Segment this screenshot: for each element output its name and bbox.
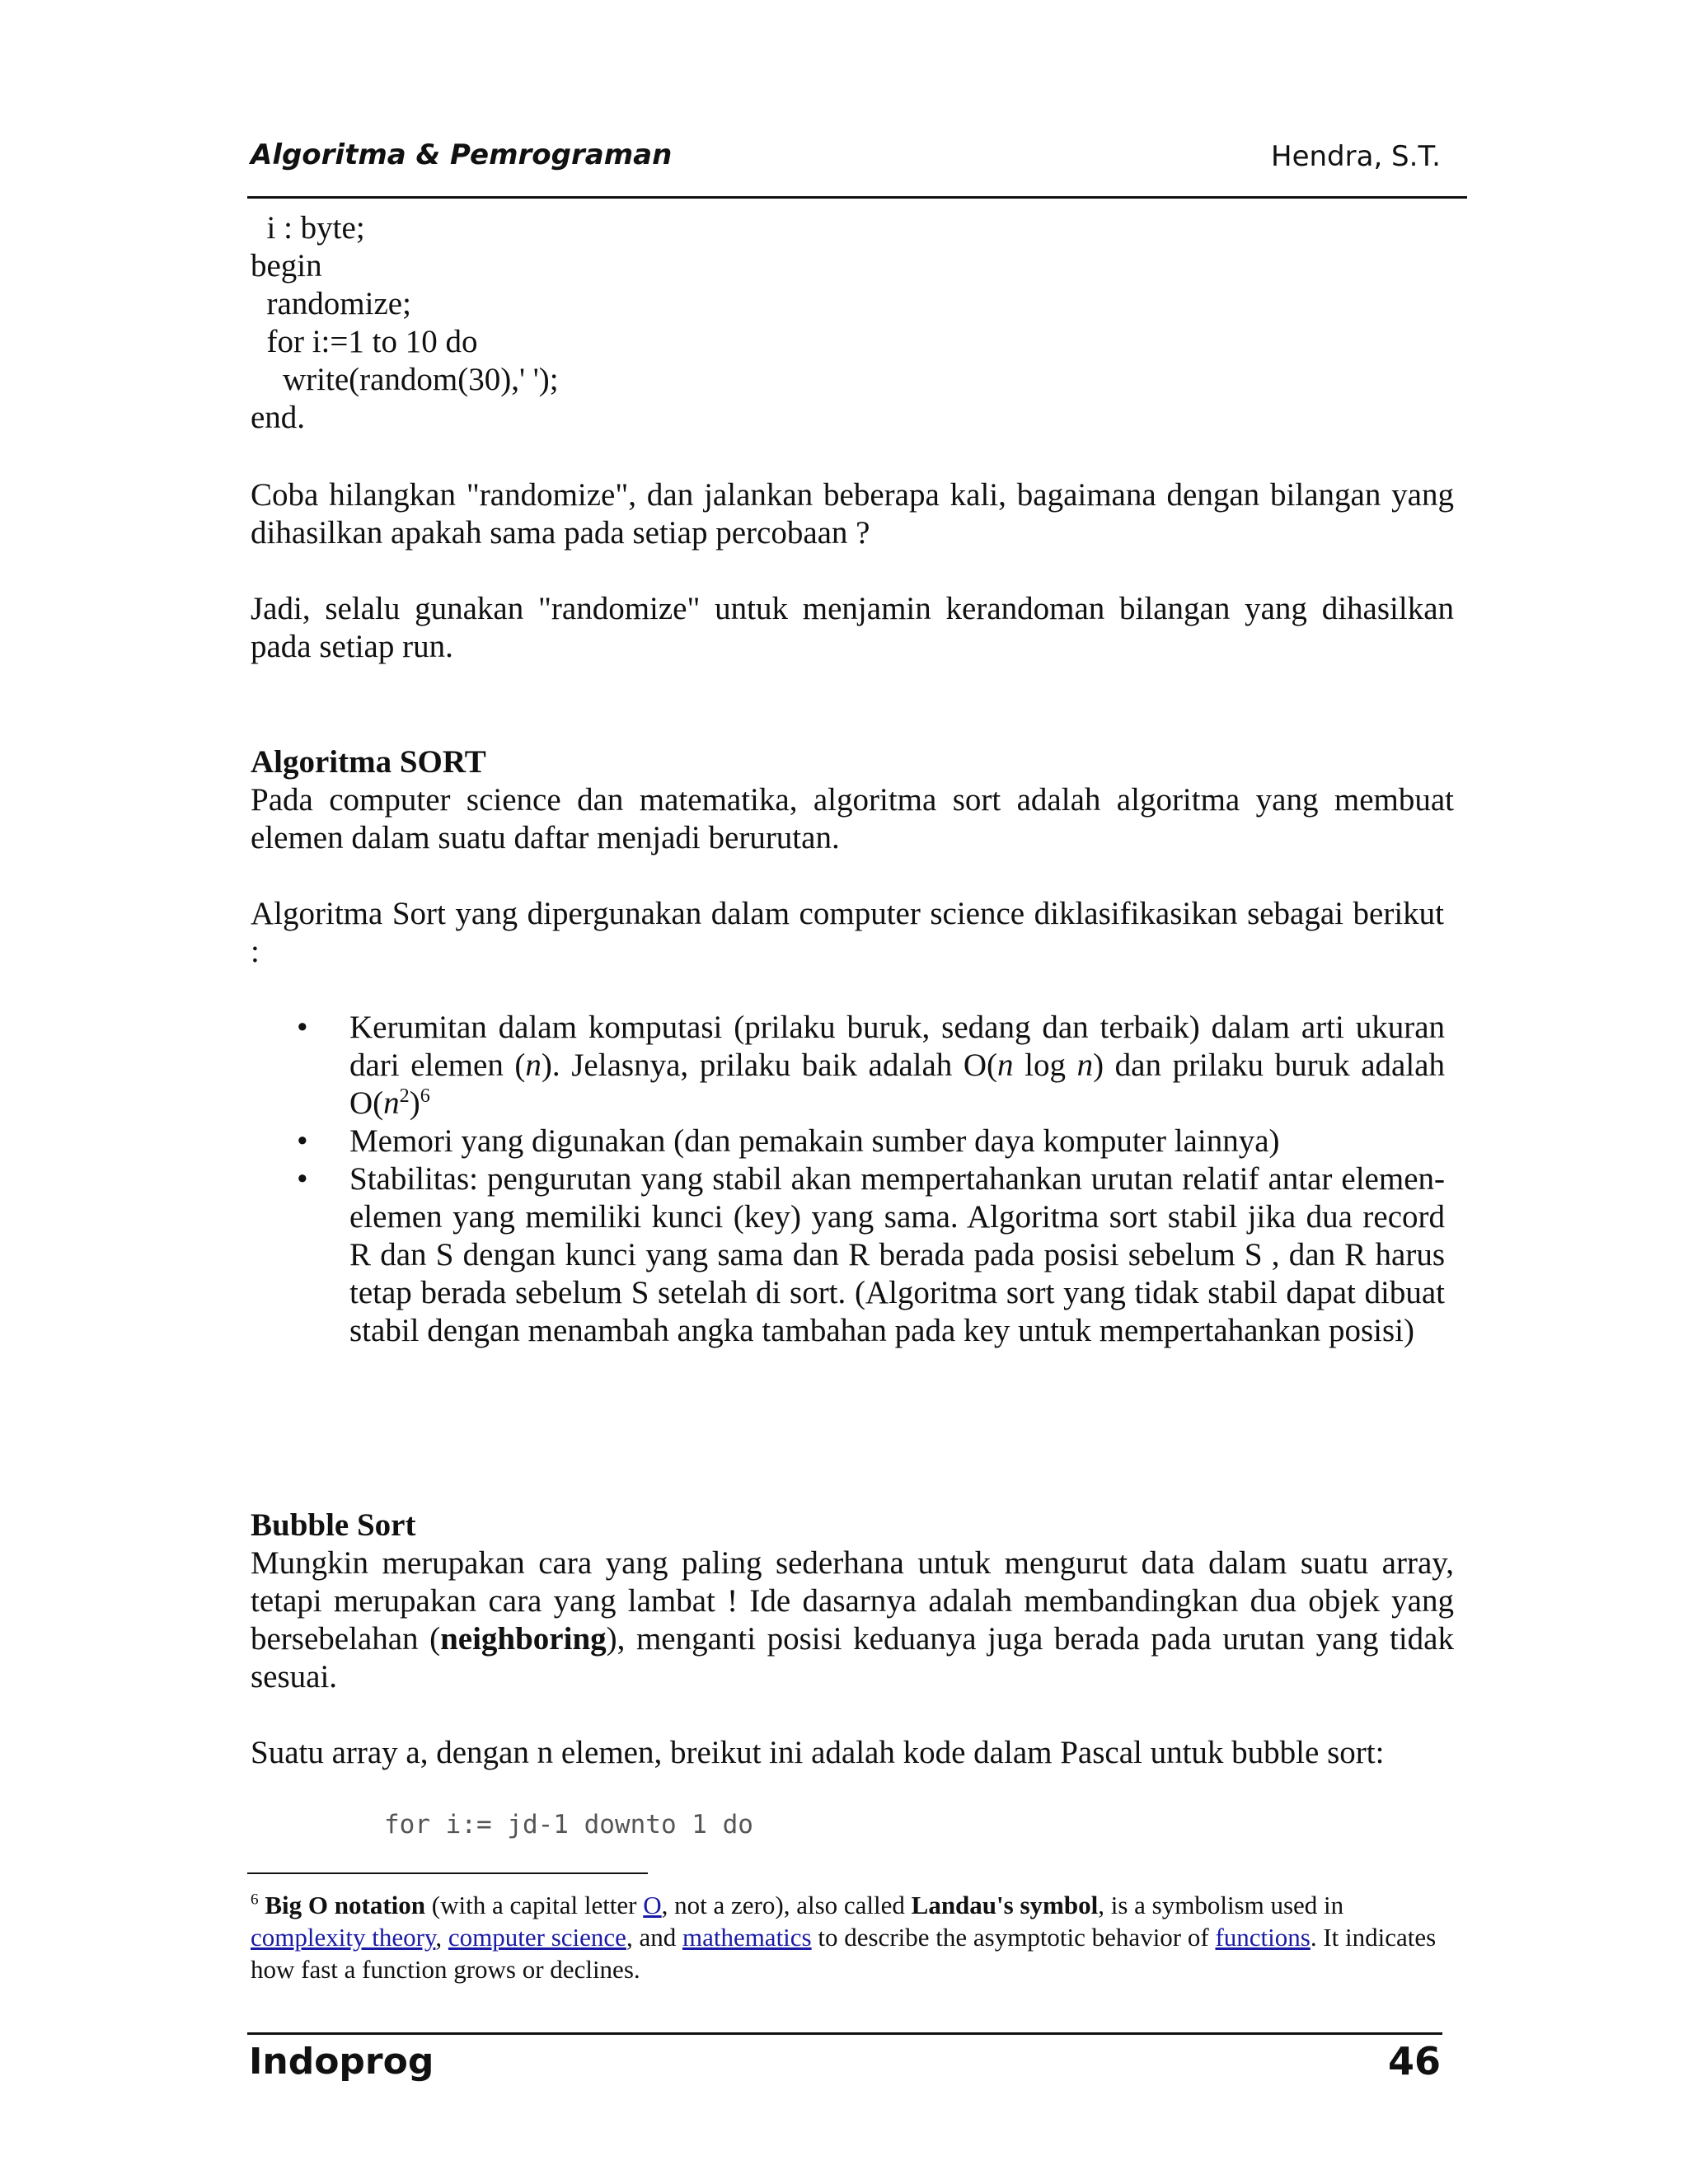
- bullet-icon: •: [297, 1010, 308, 1045]
- paragraph-bubble-sort-description: Mungkin merupakan cara yang paling sederhana untuk mengurut data dalam suatu array, tetapi merupakan cara yang lambat ! Ide dasarnya adalah membandingkan dua objek yang bersebelahan (neighboring), menganti posisi keduanya juga berada pada urutan yang tidak sesuai.: [251, 1545, 1454, 1694]
- code-line: begin: [251, 248, 322, 284]
- footnote-number: 6: [251, 1891, 259, 1909]
- paragraph-randomize-question: Coba hilangkan "randomize", dan jalankan beberapa kali, bagaimana dengan bilangan yang dihasilkan apakah sama pada setiap percobaan ?: [251, 477, 1454, 551]
- list-item-stability: • Stabilitas: pengurutan yang stabil akan mempertahankan urutan relatif antar elemen-elemen yang memiliki kunci (key) yang sama. Algoritma sort stabil jika dua record R dan S dengan kunci yang sama dan R berada pada posisi sebelum S , dan R harus tetap berada sebelum S setelah di sort. (Algoritma sort yang tidak stabil dapat dibuat stabil dengan menambah angka tambahan pada key untuk mempertahankan posisi): [297, 1161, 1445, 1348]
- section-heading-bubble-sort: Bubble Sort: [251, 1507, 416, 1543]
- link-o[interactable]: O: [643, 1891, 662, 1919]
- section-heading-sort: Algoritma SORT: [251, 744, 486, 780]
- header-author: Hendra, S.T.: [1271, 140, 1441, 173]
- paragraph-sort-classification: Algoritma Sort yang dipergunakan dalam computer science diklasifikasikan sebagai berikut :: [251, 896, 1444, 969]
- list-item-complexity: • Kerumitan dalam komputasi (prilaku buruk, sedang dan terbaik) dalam arti ukuran dari elemen (n). Jelasnya, prilaku baik adalah O(n log n) dan prilaku buruk adalah $O(n^2)^6$: [297, 1010, 1445, 1121]
- footer-divider: [247, 2032, 1442, 2035]
- code-line: randomize;: [251, 286, 411, 321]
- footnote-reference[interactable]: 6: [420, 1085, 430, 1107]
- header-title: Algoritma & Pemrograman: [251, 138, 673, 171]
- footnote-separator: [247, 1872, 648, 1874]
- code-snippet: [251, 209, 1454, 437]
- code-line: write(random(30),' ');: [251, 362, 559, 397]
- footer-publisher: Indoprog: [249, 2041, 434, 2083]
- bullet-icon: •: [297, 1123, 308, 1159]
- header-divider: [247, 196, 1467, 199]
- bullet-icon: •: [297, 1161, 308, 1197]
- pascal-code-line: for i:= jd-1 downto 1 do: [384, 1810, 753, 1840]
- paragraph-randomize-advice: Jadi, selalu gunakan "randomize" untuk menjamin kerandoman bilangan yang dihasilkan pada setiap run.: [251, 591, 1454, 664]
- list-item-memory: • Memori yang digunakan (dan pemakain sumber daya komputer lainnya): [297, 1123, 1280, 1159]
- paragraph-bubble-sort-code-intro: Suatu array a, dengan n elemen, breikut ini adalah kode dalam Pascal untuk bubble sort:: [251, 1735, 1385, 1770]
- link-complexity-theory[interactable]: complexity theory: [251, 1923, 436, 1952]
- paragraph-sort-definition: Pada computer science dan matematika, algoritma sort adalah algoritma yang membuat elemen dalam suatu daftar menjadi berurutan.: [251, 782, 1454, 855]
- classification-list: [297, 1009, 1445, 1350]
- code-line: for i:=1 to 10 do: [251, 324, 478, 359]
- code-line: end.: [251, 400, 306, 435]
- link-mathematics[interactable]: mathematics: [682, 1923, 812, 1952]
- page-number: 46: [1387, 2039, 1441, 2083]
- code-line: i : byte;: [251, 210, 365, 246]
- link-computer-science[interactable]: computer science: [448, 1923, 626, 1952]
- link-functions[interactable]: functions: [1215, 1923, 1311, 1952]
- footnote: $^6$ Big O notation (with a capital letter O, not a zero), also called Landau's symbol, is a symbolism used in complexity theory, computer science, and mathematics to describe the asymptotic behavior of functions. It indicates how fast a function grows or declines.: [251, 1891, 1437, 1984]
